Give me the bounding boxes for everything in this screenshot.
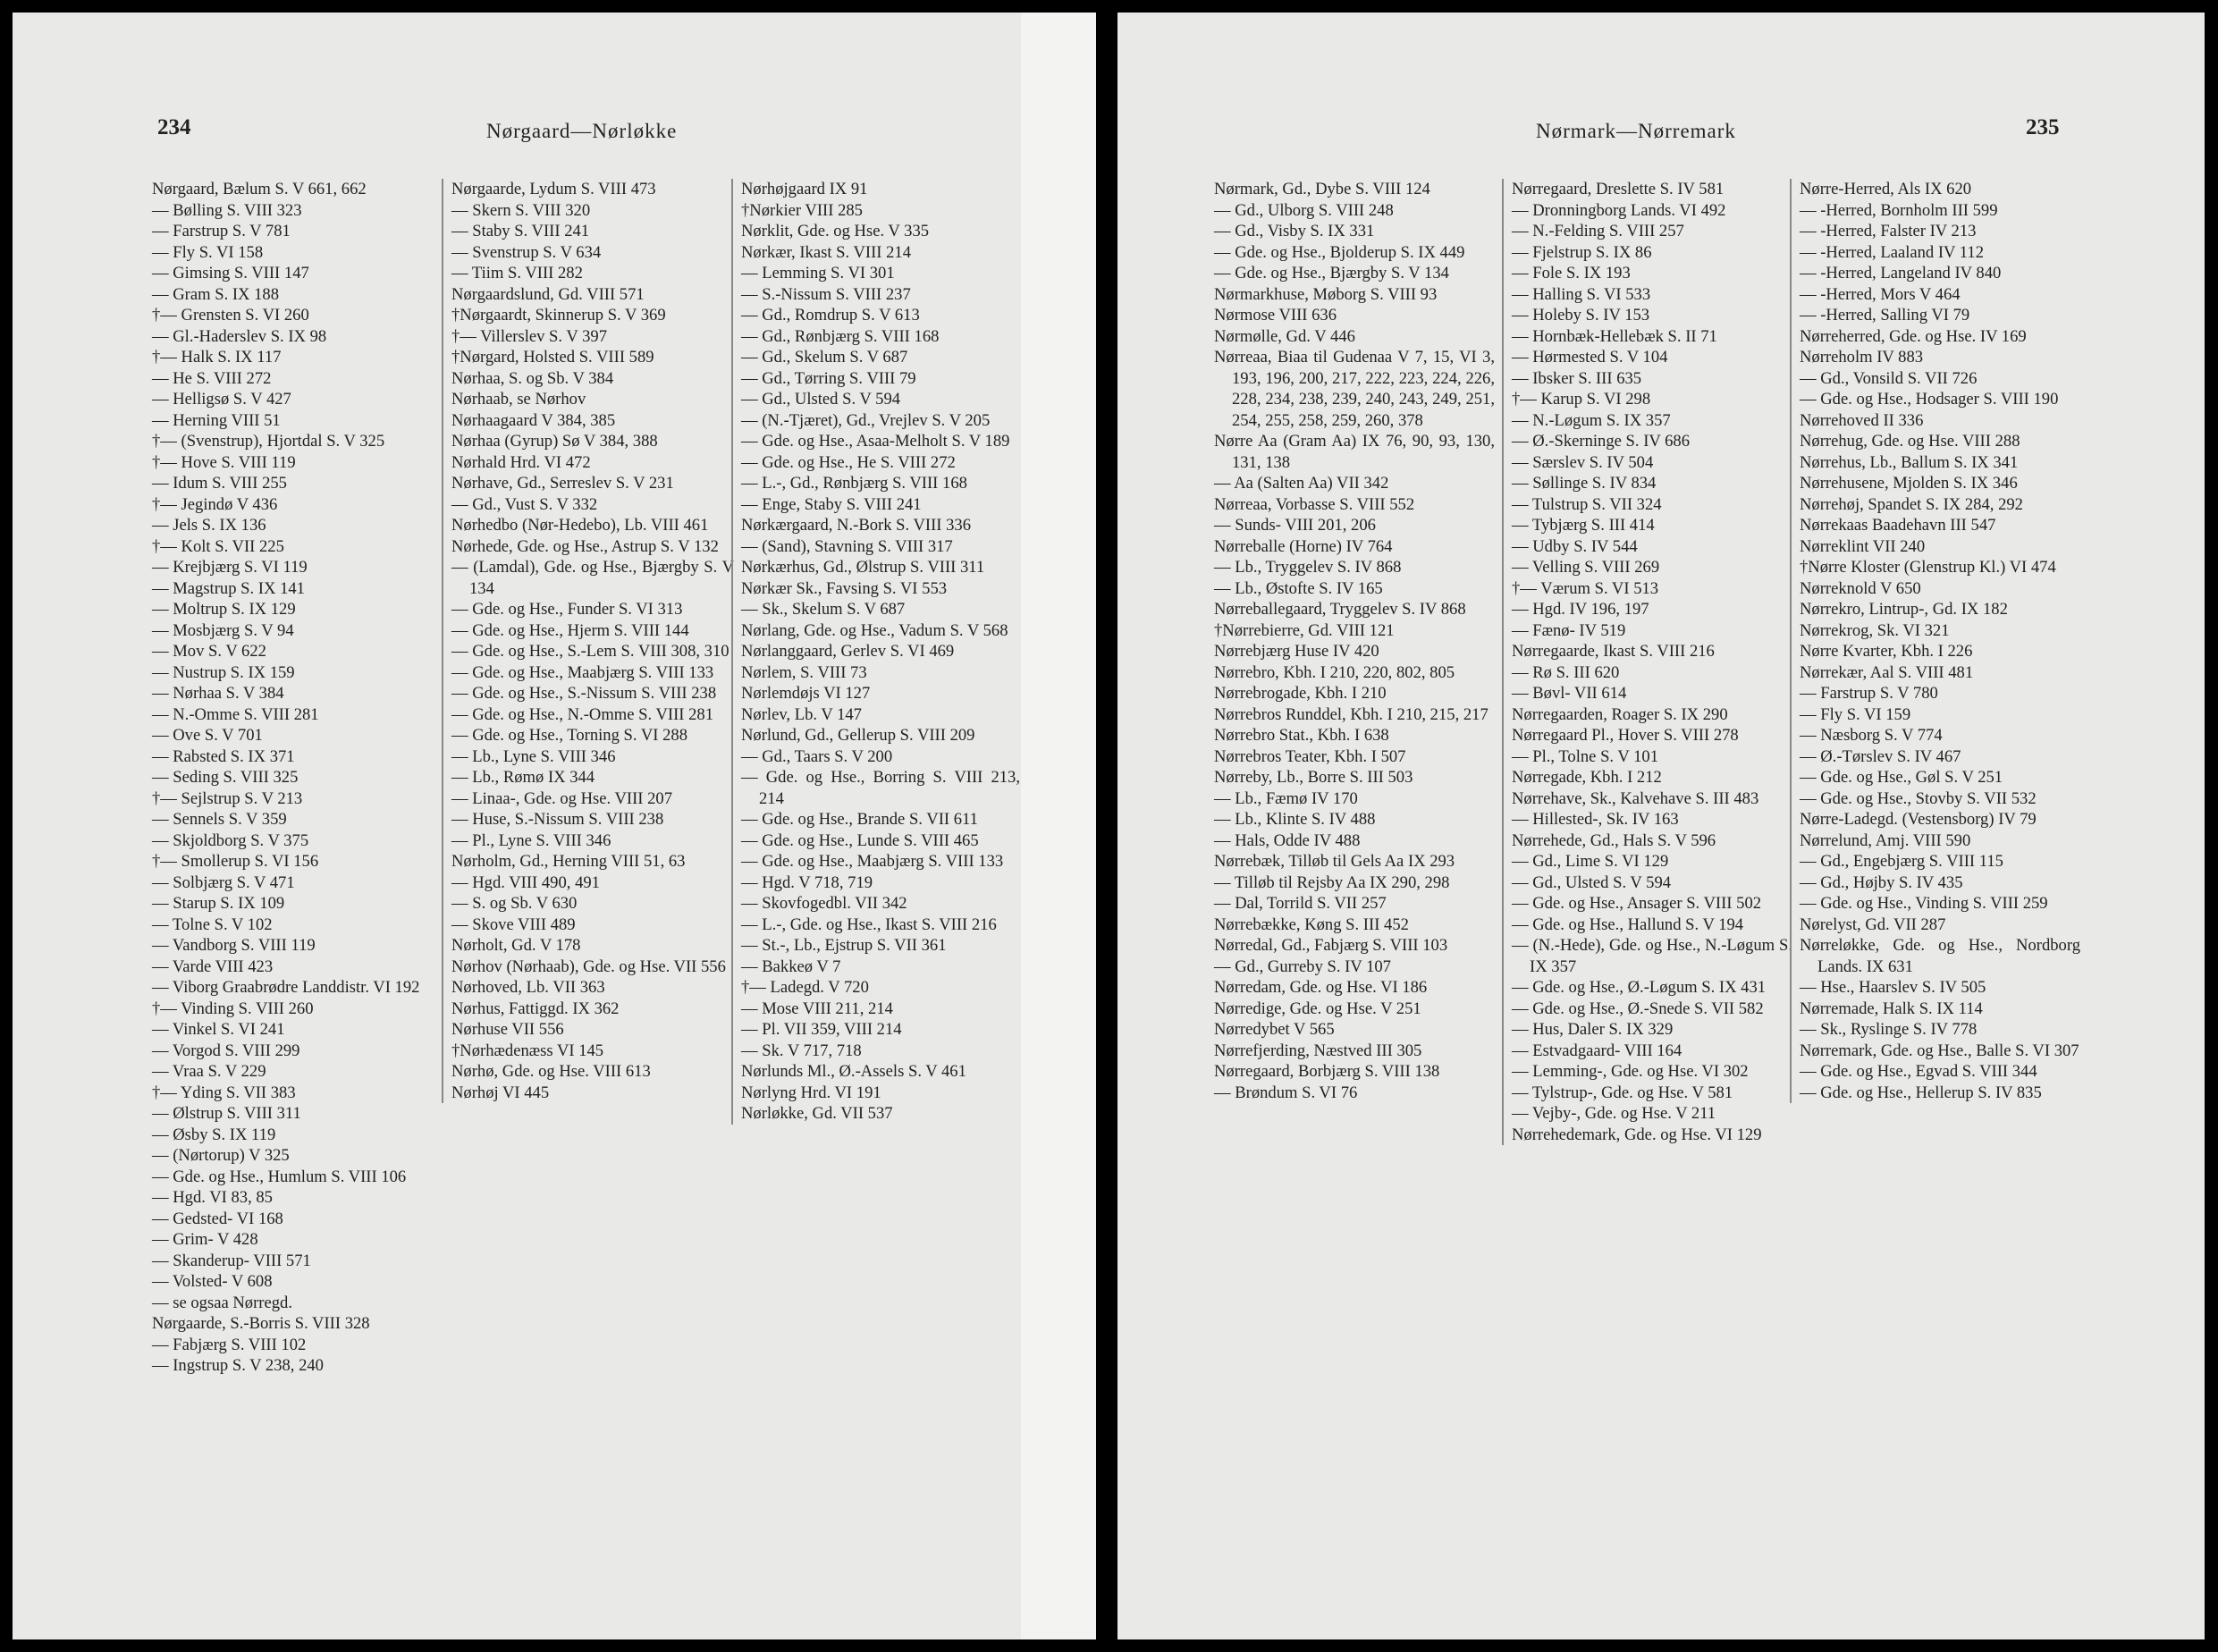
- index-entry: Nørreby, Lb., Borre S. III 503: [1214, 768, 1413, 787]
- index-entry: — Krejbjærg S. VI 119: [152, 558, 308, 577]
- index-entry: — Jels S. IX 136: [152, 516, 266, 535]
- index-entry: Nørmose VIII 636: [1214, 306, 1337, 324]
- index-entry: — Gram S. IX 188: [152, 284, 280, 304]
- index-entry: Nørredam, Gde. og Hse. VI 186: [1214, 978, 1428, 997]
- index-entry: — S.-Nissum S. VIII 237: [741, 284, 911, 304]
- index-entry: Nørreklint VII 240: [1800, 536, 1926, 556]
- index-entry: — Velling S. VIII 269: [1512, 558, 1660, 577]
- index-entry: — Skjoldborg S. V 375: [152, 830, 309, 850]
- index-entry: †— Jegindø V 436: [152, 494, 278, 514]
- index-entry: Nørhø, Gde. og Hse. VIII 613: [451, 1062, 651, 1081]
- index-entry: †— Kolt S. VII 225: [152, 536, 284, 556]
- index-entry: Nørrekrog, Sk. VI 321: [1800, 620, 1950, 640]
- index-entry: Nørrehus, Lb., Ballum S. IX 341: [1800, 452, 2019, 472]
- index-entry: Nørhave, Gd., Serreslev S. V 231: [451, 474, 674, 493]
- index-entry: Nørrehoved II 336: [1800, 410, 1924, 430]
- index-entry: Nørlemdøjs VI 127: [741, 684, 871, 703]
- index-entry: — Gd., Ulsted S. V 594: [1512, 872, 1672, 892]
- index-entry: — Gd., Ulsted S. V 594: [741, 390, 901, 409]
- index-entry: — S. og Sb. V 630: [451, 894, 578, 913]
- index-entry: Nørrebros Runddel, Kbh. I 210, 215, 217: [1214, 704, 1489, 724]
- index-entry: Nørløkke, Gd. VII 537: [741, 1104, 893, 1123]
- index-entry: Nørmark, Gd., Dybe S. VIII 124: [1214, 180, 1430, 198]
- index-entry: — Gde. og Hse., S.-Lem S. VIII 308, 310: [451, 642, 729, 661]
- index-entry: — Gde. og Hse., Vinding S. VIII 259: [1800, 894, 2048, 913]
- page-number: 235: [2026, 115, 2060, 139]
- index-entry: Nørreløkke, Gde. og Hse., Nordborg Lands. IX 631: [1800, 936, 2080, 976]
- index-entry: Nørklit, Gde. og Hse. V 335: [741, 222, 930, 240]
- index-entry: — Farstrup S. V 780: [1800, 684, 1938, 703]
- index-entry: — Nustrup S. IX 159: [152, 662, 295, 682]
- index-entry: — N.-Omme S. VIII 281: [152, 704, 319, 724]
- index-entry: — L.-, Gd., Rønbjærg S. VIII 168: [741, 474, 967, 493]
- index-entry: — Skovfogedbl. VII 342: [741, 894, 907, 913]
- index-entry: — Tiim S. VIII 282: [451, 264, 583, 282]
- index-entry: Nørreholm IV 883: [1800, 348, 1924, 367]
- index-entry: — Gd., Højby S. IV 435: [1800, 872, 1963, 892]
- index-entry: — Starup S. IX 109: [152, 894, 285, 913]
- index-entry: Nørrebæk, Tilløb til Gels Aa IX 293: [1214, 852, 1455, 871]
- index-entry: Nørregaarden, Roager S. IX 290: [1512, 704, 1728, 724]
- index-entry: — Bøvl- VII 614: [1512, 684, 1627, 703]
- index-entry: — Solbjærg S. V 471: [152, 872, 295, 892]
- index-entry: — Holeby S. IV 153: [1512, 306, 1650, 324]
- index-entry: Nørrebros Teater, Kbh. I 507: [1214, 746, 1406, 766]
- index-entry: — Dal, Torrild S. VII 257: [1214, 894, 1387, 913]
- index-entry: Nørreherred, Gde. og Hse. IV 169: [1800, 326, 2027, 346]
- index-entry: Nørhøj VI 445: [451, 1083, 550, 1102]
- index-entry: — Mose VIII 211, 214: [741, 999, 893, 1018]
- index-entry: Nørholm, Gd., Herning VIII 51, 63: [451, 852, 686, 871]
- index-entry: Nørlang, Gde. og Hse., Vadum S. V 568: [741, 620, 1008, 640]
- index-entry: — Bakkeø V 7: [741, 957, 841, 976]
- index-entry: †Nørgaardt, Skinnerup S. V 369: [451, 306, 666, 324]
- index-entry: Nørlunds Ml., Ø.-Assels S. V 461: [741, 1062, 966, 1081]
- index-entry: Nørkærhus, Gd., Ølstrup S. VIII 311: [741, 558, 985, 577]
- index-entry: Nørrehave, Sk., Kalvehave S. III 483: [1512, 788, 1759, 808]
- index-entry: — se ogsaa Nørregd.: [152, 1293, 292, 1312]
- index-entry: Nørrefjerding, Næstved III 305: [1214, 1041, 1422, 1060]
- index-entry: — Gd., Engebjærg S. VIII 115: [1800, 852, 2003, 871]
- index-entry: Nørhov (Nørhaab), Gde. og Hse. VII 556: [451, 957, 726, 976]
- index-entry: — Nørhaa S. V 384: [152, 684, 284, 703]
- index-entry: Nørlem, S. VIII 73: [741, 662, 867, 682]
- index-entry: Nørkærgaard, N.-Bork S. VIII 336: [741, 516, 972, 535]
- index-entry: — Ø.-Tørslev S. IV 467: [1800, 746, 1961, 766]
- index-entry: Nørelyst, Gd. VII 287: [1800, 914, 1946, 934]
- index-entry: — Varde VIII 423: [152, 957, 274, 976]
- index-entry: — Seding S. VIII 325: [152, 768, 299, 787]
- index-entry: Nørreknold V 650: [1800, 578, 1921, 598]
- index-entry: — Gde. og Hse., Bjærgby S. V 134: [1214, 264, 1449, 282]
- index-column-1: [1214, 179, 1495, 1103]
- index-entry: Nørreaa, Biaa til Gudenaa V 7, 15, VI 3, 193, 196, 200, 217, 222, 223, 224, 226, 228, 234, 238, 239, 240, 243, 249, 251, 254, 255, 258, 259, 260, 378: [1214, 348, 1495, 430]
- index-column-1: [152, 179, 434, 1377]
- index-entry: Nørmølle, Gd. V 446: [1214, 326, 1355, 346]
- index-entry: Nørrehøj, Spandet S. IX 284, 292: [1800, 494, 2023, 514]
- index-entry: — Lemming S. VI 301: [741, 264, 895, 282]
- index-entry: Nørhedbo (Nør-Hedebo), Lb. VIII 461: [451, 516, 709, 535]
- index-entry: — Gde. og Hse., Asaa-Melholt S. V 189: [741, 432, 1010, 451]
- index-entry: — Mov S. V 622: [152, 642, 266, 661]
- index-entry: — Gde. og Hse., Ø.-Løgum S. IX 431: [1512, 978, 1767, 997]
- index-entry: — Staby S. VIII 241: [451, 222, 590, 240]
- index-entry: — Øsby S. IX 119: [152, 1125, 276, 1144]
- index-entry: — Gd., Taars S. V 200: [741, 746, 893, 766]
- index-entry: — Viborg Graabrødre Landdistr. VI 192: [152, 978, 420, 997]
- index-entry: Nørre Kvarter, Kbh. I 226: [1800, 642, 1973, 661]
- index-entry: — Gde. og Hse., Stovby S. VII 532: [1800, 788, 2037, 808]
- index-entry: †— Ladegd. V 720: [741, 978, 869, 997]
- index-entry: — Grim- V 428: [152, 1230, 258, 1249]
- index-entry: — Gd., Romdrup S. V 613: [741, 306, 920, 324]
- index-entry: †— Karup S. VI 298: [1512, 390, 1651, 409]
- index-entry: — Vandborg S. VIII 119: [152, 936, 316, 955]
- index-entry: — Fænø- IV 519: [1512, 620, 1626, 640]
- index-entry: — Idum S. VIII 255: [152, 474, 287, 493]
- index-entry: Nørregade, Kbh. I 212: [1512, 768, 1662, 787]
- index-entry: — Magstrup S. IX 141: [152, 578, 305, 598]
- index-entry: — -Herred, Langeland IV 840: [1800, 264, 2002, 282]
- index-entry: †Nørhædenæss VI 145: [451, 1041, 604, 1060]
- index-entry: Nørrehedemark, Gde. og Hse. VI 129: [1512, 1125, 1762, 1144]
- index-entry: — Gde. og Hse., Funder S. VI 313: [451, 600, 683, 619]
- index-entry: — Gde. og Hse., S.-Nissum S. VIII 238: [451, 684, 717, 703]
- index-entry: — Ove S. V 701: [152, 726, 263, 745]
- index-entry: — Herning VIII 51: [152, 410, 281, 430]
- right-page: [1117, 13, 2205, 1639]
- index-entry: — Ibsker S. III 635: [1512, 368, 1642, 388]
- index-entry: — Lb., Østofte S. IV 165: [1214, 578, 1383, 598]
- index-entry: Nørreaa, Vorbasse S. VIII 552: [1214, 494, 1415, 514]
- index-entry: — Gde. og Hse., He S. VIII 272: [741, 452, 956, 472]
- index-column-3: [731, 179, 1020, 1125]
- index-entry: — Halling S. VI 533: [1512, 284, 1651, 304]
- index-entry: — Gde. og Hse., Hallund S. V 194: [1512, 914, 1744, 934]
- index-entry: Nørregaard, Borbjærg S. VIII 138: [1214, 1062, 1440, 1081]
- index-entry: — He S. VIII 272: [152, 368, 272, 388]
- index-entry: †— (Svenstrup), Hjortdal S. V 325: [152, 432, 385, 451]
- index-entry: — Næsborg S. V 774: [1800, 726, 1943, 745]
- index-entry: — Fole S. IX 193: [1512, 264, 1631, 282]
- index-entry: Nørkær Sk., Favsing S. VI 553: [741, 578, 948, 598]
- index-entry: — Gde. og Hse., Ø.-Snede S. VII 582: [1512, 999, 1764, 1018]
- index-column-3: [1790, 179, 2080, 1103]
- index-entry: — Hørmested S. V 104: [1512, 348, 1668, 367]
- index-entry: — Estvadgaard- VIII 164: [1512, 1041, 1682, 1060]
- index-entry: — Gde. og Hse., Egvad S. VIII 344: [1800, 1062, 2037, 1081]
- index-entry: — Gd., Skelum S. V 687: [741, 348, 908, 367]
- index-entry: — Gde. og Hse., Bjolderup S. IX 449: [1214, 242, 1465, 262]
- index-entry: — Lb., Lyne S. VIII 346: [451, 746, 616, 766]
- index-entry: — (Sand), Stavning S. VIII 317: [741, 536, 953, 556]
- index-entry: — Rø S. III 620: [1512, 662, 1620, 682]
- index-column-2: [1502, 179, 1792, 1145]
- index-entry: — Pl., Lyne S. VIII 346: [451, 830, 611, 850]
- index-entry: Nørhøjgaard IX 91: [741, 180, 868, 198]
- index-entry: — Gd., Rønbjærg S. VIII 168: [741, 326, 940, 346]
- index-entry: — Gde. og Hse., N.-Omme S. VIII 281: [451, 704, 713, 724]
- index-entry: — Pl., Tolne S. V 101: [1512, 746, 1659, 766]
- index-entry: — Lb., Tryggelev S. IV 868: [1214, 558, 1402, 577]
- index-entry: Nørlund, Gd., Gellerup S. VIII 209: [741, 726, 975, 745]
- index-entry: — Søllinge S. IV 834: [1512, 474, 1657, 493]
- index-entry: Nørgaarde, Lydum S. VIII 473: [451, 180, 656, 198]
- index-entry: Nørmarkhuse, Møborg S. VIII 93: [1214, 284, 1438, 304]
- index-entry: — (N.-Tjæret), Gd., Vrejlev S. V 205: [741, 410, 991, 430]
- index-entry: — Rabsted S. IX 371: [152, 746, 295, 766]
- index-entry: Nørreballe (Horne) IV 764: [1214, 536, 1393, 556]
- index-entry: Nørhaab, se Nørhov: [451, 390, 586, 409]
- index-entry: †— Villerslev S. V 397: [451, 326, 607, 346]
- index-entry: Nørrebro Stat., Kbh. I 638: [1214, 726, 1389, 745]
- index-entry: — N.-Felding S. VIII 257: [1512, 222, 1684, 240]
- index-entry: — Sennels S. V 359: [152, 810, 287, 829]
- index-entry: — Hgd. VI 83, 85: [152, 1188, 273, 1207]
- index-entry: — Lb., Klinte S. IV 488: [1214, 810, 1376, 829]
- index-entry: — Sk., Ryslinge S. IV 778: [1800, 1020, 1978, 1039]
- index-entry: — Gd., Ulborg S. VIII 248: [1214, 200, 1394, 220]
- index-entry: — Tulstrup S. VII 324: [1512, 494, 1662, 514]
- index-entry: — Gimsing S. VIII 147: [152, 264, 309, 282]
- index-entry: — Hgd. VIII 490, 491: [451, 872, 600, 892]
- index-entry: †— Smollerup S. VI 156: [152, 852, 319, 871]
- index-entry: — Hse., Haarslev S. IV 505: [1800, 978, 1986, 997]
- index-entry: — Gde. og Hse., Hellerup S. IV 835: [1800, 1083, 2042, 1102]
- index-entry: Nørrehusene, Mjolden S. IX 346: [1800, 474, 2018, 493]
- index-entry: Nørgaard, Bælum S. V 661, 662: [152, 180, 367, 198]
- index-entry: — Sk. V 717, 718: [741, 1041, 862, 1060]
- index-entry: — Hornbæk-Hellebæk S. II 71: [1512, 326, 1717, 346]
- index-entry: — -Herred, Mors V 464: [1800, 284, 1961, 304]
- index-entry: — -Herred, Bornholm III 599: [1800, 200, 1998, 220]
- index-entry: — Gde. og Hse., Ansager S. VIII 502: [1512, 894, 1762, 913]
- index-entry: †Nørkier VIII 285: [741, 200, 863, 220]
- index-entry: — Moltrup S. IX 129: [152, 600, 296, 619]
- index-entry: Nørgaarde, S.-Borris S. VIII 328: [152, 1314, 370, 1333]
- index-entry: — -Herred, Salling VI 79: [1800, 306, 1970, 324]
- index-entry: — Volsted- V 608: [152, 1272, 273, 1291]
- index-entry: Nørhaagaard V 384, 385: [451, 410, 616, 430]
- index-entry: — Tilløb til Rejsby Aa IX 290, 298: [1214, 872, 1450, 892]
- index-entry: — Hgd. IV 196, 197: [1512, 600, 1649, 619]
- index-entry: — Vorgod S. VIII 299: [152, 1041, 300, 1060]
- index-entry: — Mosbjærg S. V 94: [152, 620, 294, 640]
- index-entry: — Gl.-Haderslev S. IX 98: [152, 326, 327, 346]
- index-entry: Nørlyng Hrd. VI 191: [741, 1083, 881, 1102]
- index-entry: — Gde. og Hse., Brande S. VII 611: [741, 810, 978, 829]
- index-entry: — Fly S. VI 158: [152, 242, 264, 262]
- index-entry: — Helligsø S. V 427: [152, 390, 291, 409]
- index-entry: — Gde. og Hse., Borring S. VIII 213, 214: [741, 768, 1020, 808]
- index-entry: †Nørrebierre, Gd. VIII 121: [1214, 620, 1395, 640]
- index-entry: Nørrebække, Køng S. III 452: [1214, 914, 1409, 934]
- index-entry: Nørrehug, Gde. og Hse. VIII 288: [1800, 432, 2020, 451]
- index-entry: Nørrebjærg Huse IV 420: [1214, 642, 1379, 661]
- index-entry: — L.-, Gde. og Hse., Ikast S. VIII 216: [741, 914, 997, 934]
- index-entry: — Gd., Lime S. VI 129: [1512, 852, 1669, 871]
- index-entry: — Gd., Vonsild S. VII 726: [1800, 368, 1978, 388]
- index-entry: Nørhede, Gde. og Hse., Astrup S. V 132: [451, 536, 719, 556]
- index-entry: — Fly S. VI 159: [1800, 704, 1911, 724]
- index-entry: — Vraa S. V 229: [152, 1062, 266, 1081]
- index-entry: — Gd., Tørring S. VIII 79: [741, 368, 916, 388]
- index-entry: — Sunds- VIII 201, 206: [1214, 516, 1376, 535]
- index-entry: — Gd., Vust S. V 332: [451, 494, 598, 514]
- index-entry: Nørhaa (Gyrup) Sø V 384, 388: [451, 432, 658, 451]
- index-entry: — Bølling S. VIII 323: [152, 200, 302, 220]
- index-entry: — Hals, Odde IV 488: [1214, 830, 1361, 850]
- index-entry: Nørrelund, Amj. VIII 590: [1800, 830, 1971, 850]
- index-entry: — (Nørtorup) V 325: [152, 1146, 290, 1165]
- index-entry: — Farstrup S. V 781: [152, 222, 291, 240]
- index-entry: — Gd., Visby S. IX 331: [1214, 222, 1375, 240]
- index-entry: — Pl. VII 359, VIII 214: [741, 1020, 902, 1039]
- index-entry: Nørrebro, Kbh. I 210, 220, 802, 805: [1214, 662, 1455, 682]
- index-entry: — Sk., Skelum S. V 687: [741, 600, 906, 619]
- index-entry: — Brøndum S. VI 76: [1214, 1083, 1358, 1102]
- running-head: Nørmark—Nørremark: [1536, 120, 1736, 142]
- index-entry: — Lb., Rømø IX 344: [451, 768, 595, 787]
- index-entry: — Enge, Staby S. VIII 241: [741, 494, 922, 514]
- index-entry: †— Værum S. VI 513: [1512, 578, 1659, 598]
- index-entry: — Fjelstrup S. IX 86: [1512, 242, 1652, 262]
- index-entry: Nørlanggaard, Gerlev S. VI 469: [741, 642, 955, 661]
- index-entry: Nørredal, Gd., Fabjærg S. VIII 103: [1214, 936, 1448, 955]
- index-entry: — Gde. og Hse., Torning S. VI 288: [451, 726, 687, 745]
- left-page: [13, 13, 1021, 1639]
- index-entry: Nørrebrogade, Kbh. I 210: [1214, 684, 1387, 703]
- index-entry: — Hus, Daler S. IX 329: [1512, 1020, 1674, 1039]
- index-entry: Nørhaa, S. og Sb. V 384: [451, 368, 614, 388]
- index-entry: — Hgd. V 718, 719: [741, 872, 873, 892]
- index-entry: — Ølstrup S. VIII 311: [152, 1104, 301, 1123]
- index-entry: — Tybjærg S. III 414: [1512, 516, 1655, 535]
- index-entry: — Gde. og Hse., Gøl S. V 251: [1800, 768, 2003, 787]
- index-entry: †— Vinding S. VIII 260: [152, 999, 314, 1018]
- index-entry: †Nørgard, Holsted S. VIII 589: [451, 348, 654, 367]
- index-entry: — Skanderup- VIII 571: [152, 1251, 311, 1270]
- index-entry: — Gde. og Hse., Hodsager S. VIII 190: [1800, 390, 2059, 409]
- index-entry: Nørkær, Ikast S. VIII 214: [741, 242, 911, 262]
- index-entry: Nørrekaas Baadehavn III 547: [1800, 516, 1996, 535]
- index-entry: — Hillested-, Sk. IV 163: [1512, 810, 1679, 829]
- running-head: Nørgaard—Nørløkke: [486, 120, 678, 142]
- index-entry: Nørre-Herred, Als IX 620: [1800, 180, 1972, 198]
- index-entry: — N.-Løgum S. IX 357: [1512, 410, 1671, 430]
- index-entry: — Tolne S. V 102: [152, 914, 273, 934]
- index-entry: Nørreballegaard, Tryggelev S. IV 868: [1214, 600, 1466, 619]
- index-entry: Nørregaarde, Ikast S. VIII 216: [1512, 642, 1715, 661]
- index-entry: Nørhus, Fattiggd. IX 362: [451, 999, 620, 1018]
- index-entry: †— Hove S. VIII 119: [152, 452, 296, 472]
- index-entry: — Gde. og Hse., Lunde S. VIII 465: [741, 830, 979, 850]
- index-entry: — Gde. og Hse., Maabjærg S. VIII 133: [741, 852, 1004, 871]
- index-entry: — Aa (Salten Aa) VII 342: [1214, 474, 1389, 493]
- index-entry: — Tylstrup-, Gde. og Hse. V 581: [1512, 1083, 1733, 1102]
- index-entry: — (Lamdal), Gde. og Hse., Bjærgby S. V 134: [451, 558, 734, 598]
- index-entry: †— Sejlstrup S. V 213: [152, 788, 303, 808]
- index-entry: Nørhald Hrd. VI 472: [451, 452, 591, 472]
- index-entry: — Skove VIII 489: [451, 914, 576, 934]
- index-entry: — Lemming-, Gde. og Hse. VI 302: [1512, 1062, 1749, 1081]
- index-entry: Nørrehede, Gd., Hals S. V 596: [1512, 830, 1716, 850]
- index-entry: †— Grensten S. VI 260: [152, 306, 309, 324]
- index-entry: — Gde. og Hse., Hjerm S. VIII 144: [451, 620, 689, 640]
- index-entry: †— Halk S. IX 117: [152, 348, 282, 367]
- index-entry: Nørregaard Pl., Hover S. VIII 278: [1512, 726, 1739, 745]
- index-entry: †— Yding S. VII 383: [152, 1083, 296, 1102]
- index-entry: — Ingstrup S. V 238, 240: [152, 1356, 324, 1375]
- index-entry: — Linaa-, Gde. og Hse. VIII 207: [451, 788, 672, 808]
- index-entry: Nørre-Ladegd. (Vestensborg) IV 79: [1800, 810, 2037, 829]
- index-entry: Nørhuse VII 556: [451, 1020, 564, 1039]
- index-entry: — Gd., Gurreby S. IV 107: [1214, 957, 1391, 976]
- index-entry: — Særslev S. IV 504: [1512, 452, 1654, 472]
- index-entry: — Huse, S.-Nissum S. VIII 238: [451, 810, 664, 829]
- index-entry: — Gde. og Hse., Humlum S. VIII 106: [152, 1167, 407, 1186]
- index-entry: — -Herred, Laaland IV 112: [1800, 242, 1985, 262]
- book-gutter: [1021, 13, 1096, 1639]
- index-entry: Nørrekro, Lintrup-, Gd. IX 182: [1800, 600, 2008, 619]
- index-entry: — -Herred, Falster IV 213: [1800, 222, 1977, 240]
- index-entry: — Udby S. IV 544: [1512, 536, 1638, 556]
- index-entry: — Vinkel S. VI 241: [152, 1020, 285, 1039]
- index-entry: Nørgaardslund, Gd. VIII 571: [451, 284, 645, 304]
- index-entry: Nørholt, Gd. V 178: [451, 936, 581, 955]
- index-entry: — Lb., Fæmø IV 170: [1214, 788, 1358, 808]
- index-entry: Nørhoved, Lb. VII 363: [451, 978, 605, 997]
- index-entry: — Vejby-, Gde. og Hse. V 211: [1512, 1104, 1716, 1123]
- index-entry: — (N.-Hede), Gde. og Hse., N.-Løgum S. IX 357: [1512, 936, 1792, 976]
- index-column-2: [442, 179, 734, 1103]
- index-entry: — Fabjærg S. VIII 102: [152, 1335, 307, 1354]
- index-entry: Nørredige, Gde. og Hse. V 251: [1214, 999, 1421, 1018]
- index-entry: Nørlev, Lb. V 147: [741, 704, 862, 724]
- index-entry: Nørre Aa (Gram Aa) IX 76, 90, 93, 130, 131, 138: [1214, 432, 1495, 472]
- index-entry: — Gde. og Hse., Maabjærg S. VIII 133: [451, 662, 714, 682]
- index-entry: — Skern S. VIII 320: [451, 200, 591, 220]
- index-entry: — St.-, Lb., Ejstrup S. VII 361: [741, 936, 947, 955]
- index-entry: Nørremade, Halk S. IX 114: [1800, 999, 1983, 1018]
- index-entry: — Dronningborg Lands. VI 492: [1512, 200, 1726, 220]
- index-entry: — Gedsted- VI 168: [152, 1209, 283, 1228]
- index-entry: — Svenstrup S. V 634: [451, 242, 602, 262]
- index-entry: Nørredybet V 565: [1214, 1020, 1335, 1039]
- index-entry: Nørregaard, Dreslette S. IV 581: [1512, 180, 1725, 198]
- index-entry: — Ø.-Skerninge S. IV 686: [1512, 432, 1691, 451]
- page-number: 234: [157, 115, 191, 139]
- index-entry: Nørrekær, Aal S. VIII 481: [1800, 662, 1974, 682]
- index-entry: Nørremark, Gde. og Hse., Balle S. VI 307: [1800, 1041, 2079, 1060]
- index-entry: †Nørre Kloster (Glenstrup Kl.) VI 474: [1800, 558, 2056, 577]
